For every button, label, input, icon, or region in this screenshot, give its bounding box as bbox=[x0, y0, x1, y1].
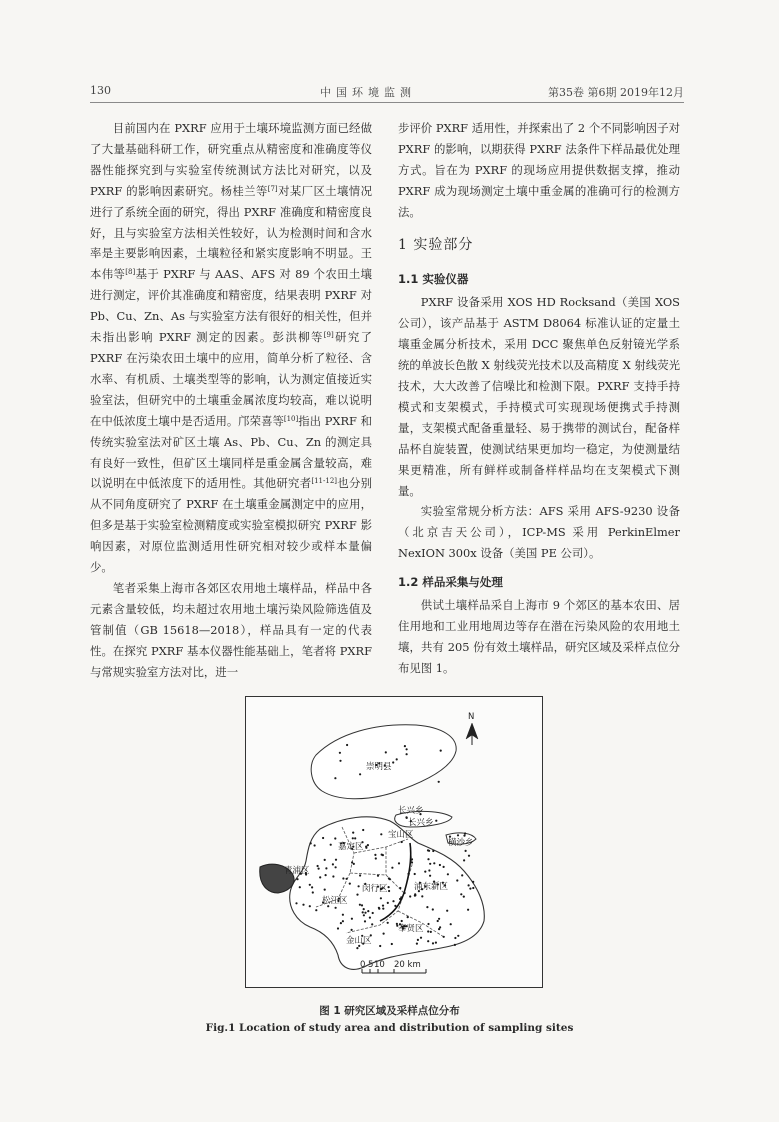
sampling-point bbox=[463, 896, 465, 898]
sampling-point bbox=[359, 904, 361, 906]
sampling-point bbox=[454, 944, 456, 946]
sampling-point bbox=[407, 873, 409, 875]
sampling-point bbox=[359, 874, 361, 876]
sampling-point bbox=[394, 905, 396, 907]
sampling-point bbox=[354, 837, 356, 839]
sampling-point bbox=[346, 744, 348, 746]
label-fengxian: 奉贤区 bbox=[398, 924, 424, 934]
sampling-point bbox=[392, 900, 394, 902]
sampling-point bbox=[383, 933, 385, 935]
scale-tick-label: 10 bbox=[374, 960, 385, 970]
sampling-point bbox=[334, 837, 336, 839]
scale-tick-label: 20 km bbox=[394, 960, 421, 970]
sampling-point bbox=[433, 862, 435, 864]
sampling-point bbox=[457, 935, 459, 937]
scale-tick-label: 0 bbox=[360, 960, 366, 970]
sampling-point bbox=[399, 898, 401, 900]
sampling-point bbox=[399, 887, 401, 889]
sampling-point bbox=[314, 844, 316, 846]
sampling-point bbox=[365, 847, 367, 849]
label-minhang: 闵行区 bbox=[362, 884, 388, 894]
sampling-point bbox=[401, 841, 403, 843]
sampling-point bbox=[310, 842, 312, 844]
paragraph-related-work: 目前国内在 PXRF 应用于土壤环境监测方面已经做了大量基础科研工作，研究重点从精密度和准确度等仪器性能探究到与实验室传统测试方法比对研究，以及 PXRF 的影响因素研究。杨桂兰等[7]对某厂区土壤情况进行了系统全面的研究，得出 PXRF 准确度和精密度良好，且与实验室方法相关性较好，认为检测时间和含水率是主要影响因素，土壤粒径和紧实度影响不明显。王本伟等[8]基于 PXRF 与 AAS、AFS 对 89 个农田土壤进行测定，评价其准确度和精密度，结果表明 PXRF 对 Pb、Cu、Zn、As 与实验室方法有很好的相关性，但并未指出影响 PXRF 测定的因素。彭洪柳等[9]研究了 PXRF 在污染农田土壤中的应用，简单分析了粒径、含水率、有机质、土壤类型等的影响，认为测定值接近实验室法，但研究中的土壤重金属浓度均较高，难以说明在中低浓度土壤中是否适用。邝荣喜等[10]指出 PXRF 和传统实验室法对矿区土壤 As、Pb、Cu、Zn 的测定具有良好一致性，但矿区土壤同样是重金属含量较高，难以说明在中低浓度下的适用性。其他研究者[11-12]也分别从不同角度研究了 PXRF 在土壤重金属测定中的应用，但多是基于实验室检测精度或实验室模拟研究 PXRF 影响因素，对原位监测适用性研究相对较少或样本量偏少。 bbox=[90, 121, 372, 575]
sampling-point bbox=[312, 891, 314, 893]
paragraph-study-aim: 笔者采集上海市各郊区农用地土壤样品，样品中各元素含量较低，均未超过农用地土壤污染风险筛选值及管制值（GB 15618—2018），样品具有一定的代表性。在探究 PXRF 基本仪器性能基础上，笔者将 PXRF 与常规实验室方法对比，进一 bbox=[90, 580, 372, 679]
sampling-point bbox=[358, 885, 360, 887]
sampling-point bbox=[426, 906, 428, 908]
sampling-point bbox=[420, 937, 422, 939]
sampling-point bbox=[427, 858, 429, 860]
sampling-point bbox=[406, 753, 408, 755]
sampling-point bbox=[382, 908, 384, 910]
sampling-point bbox=[438, 781, 440, 783]
sampling-point bbox=[318, 868, 320, 870]
sampling-point bbox=[296, 878, 298, 880]
sampling-point bbox=[407, 916, 409, 918]
sampling-point bbox=[380, 833, 382, 835]
sampling-point bbox=[435, 942, 437, 944]
sampling-point bbox=[391, 943, 393, 945]
sampling-point bbox=[351, 861, 353, 863]
paragraph-continuation: 步评价 PXRF 适用性，并探索出了 2 个不同影响因子对 PXRF 的影响，以期获得 PXRF 法条件下样品最优处理方式。旨在为 PXRF 的现场应用提供数据支撑，推动 PXRF 成为现场测定土壤中重金属的准确可行的检测方法。 bbox=[398, 121, 680, 219]
figure-caption-cn: 图 1 研究区域及采样点位分布 bbox=[319, 1005, 460, 1017]
sampling-point bbox=[467, 909, 469, 911]
sampling-point bbox=[430, 931, 432, 933]
sampling-point bbox=[409, 895, 411, 897]
sampling-point bbox=[332, 863, 334, 865]
sampling-point bbox=[362, 911, 364, 913]
sampling-point bbox=[353, 863, 355, 865]
sampling-point bbox=[324, 859, 326, 861]
sampling-point bbox=[387, 922, 389, 924]
sampling-point bbox=[325, 867, 327, 869]
sampling-point bbox=[404, 745, 406, 747]
sampling-point bbox=[335, 866, 337, 868]
sampling-point bbox=[385, 751, 387, 753]
sampling-point bbox=[342, 920, 344, 922]
sampling-point bbox=[324, 889, 326, 891]
sampling-point bbox=[378, 908, 380, 910]
label-changxing: 长兴乡 bbox=[408, 818, 434, 828]
sampling-point bbox=[371, 923, 373, 925]
citation[interactable]: [11-12] bbox=[311, 477, 338, 486]
sampling-point bbox=[363, 908, 365, 910]
sampling-point bbox=[337, 927, 339, 929]
label-hengsha: 横沙乡 bbox=[448, 838, 474, 848]
label-baoshan: 宝山区 bbox=[388, 830, 414, 840]
sampling-point bbox=[315, 909, 317, 911]
label-pudong: 浦东新区 bbox=[414, 882, 449, 892]
sampling-point bbox=[374, 854, 376, 856]
label-changxing: 长兴乡 bbox=[398, 806, 424, 816]
sampling-point bbox=[389, 878, 391, 880]
scale-tick-label: 5 bbox=[368, 960, 374, 970]
sampling-point bbox=[382, 905, 384, 907]
sampling-point bbox=[447, 873, 449, 875]
sampling-point bbox=[299, 886, 301, 888]
sampling-point bbox=[414, 873, 416, 875]
sampling-point bbox=[367, 844, 369, 846]
sampling-point bbox=[456, 879, 458, 881]
journal-name: 中国环境监测 bbox=[320, 86, 416, 99]
sampling-point bbox=[472, 881, 474, 883]
sampling-point bbox=[388, 890, 390, 892]
left-column bbox=[90, 118, 372, 682]
sampling-point bbox=[309, 884, 311, 886]
sampling-point bbox=[388, 886, 390, 888]
sampling-point bbox=[457, 834, 459, 836]
sampling-point bbox=[332, 875, 334, 877]
label-qingpu: 青浦区 bbox=[284, 866, 310, 876]
sampling-point bbox=[438, 918, 440, 920]
sampling-point bbox=[411, 858, 413, 860]
sampling-point bbox=[465, 850, 467, 852]
label-chongming: 崇明县 bbox=[366, 762, 392, 772]
sampling-point bbox=[432, 850, 434, 852]
issue-info: 第35卷 第6期 2019年12月 bbox=[548, 86, 684, 99]
sampling-point bbox=[356, 894, 358, 896]
sampling-point bbox=[309, 905, 311, 907]
sampling-point bbox=[421, 895, 423, 897]
sampling-point bbox=[334, 777, 336, 779]
sampling-point bbox=[325, 874, 327, 876]
label-jiading: 嘉定区 bbox=[338, 842, 364, 852]
sampling-point bbox=[311, 886, 313, 888]
section-heading: 1 实验部分 bbox=[398, 236, 474, 253]
sampling-point bbox=[351, 918, 353, 920]
sampling-point bbox=[446, 910, 448, 912]
citation[interactable]: [10] bbox=[283, 414, 299, 423]
sampling-point bbox=[356, 947, 358, 949]
sampling-point bbox=[302, 904, 304, 906]
sampling-point bbox=[427, 923, 429, 925]
sampling-point bbox=[391, 867, 393, 869]
paragraph-instrument: PXRF 设备采用 XOS HD Rocksand（美国 XOS 公司），该产品基于 ASTM D8064 标准认证的定量土壤重金属分析技术，采用 DCC 聚焦单色反射镜光学系统的单波长色散 X 射线荧光技术以及高精度 X 射线荧光技术，大大改善了信噪比和检测下限。PXRF 支持手持模式和支架模式，手持模式可实现现场便携式手持测量，支架模式配备重量轻、易于携带的测试台，配备样品杯自旋装置，使测试结果更加均一稳定，为使测量结果更精准，所有鲜样或制备样样品均在支架模式下测量。 bbox=[398, 295, 680, 498]
sampling-point bbox=[427, 940, 429, 942]
sampling-point bbox=[352, 837, 354, 839]
figure-caption-en: Fig.1 Location of study area and distribution of sampling sites bbox=[205, 1022, 574, 1034]
page-number: 130 bbox=[90, 84, 111, 97]
sampling-point bbox=[381, 854, 383, 856]
sampling-point bbox=[335, 859, 337, 861]
sampling-point bbox=[437, 920, 439, 922]
paragraph-lab-methods: 实验室常规分析方法：AFS 采用 AFS-9230 设备（北京吉天公司），ICP-MS 采用 PerkinElmer NexION 300x 设备（美国 PE 公司）。 bbox=[398, 504, 680, 561]
sampling-point bbox=[429, 875, 431, 877]
sampling-point bbox=[379, 945, 381, 947]
sampling-point bbox=[340, 922, 342, 924]
sampling-point bbox=[349, 883, 351, 885]
sampling-point bbox=[450, 923, 452, 925]
sampling-point bbox=[440, 750, 442, 752]
sampling-point bbox=[468, 855, 470, 857]
running-header bbox=[90, 80, 684, 103]
sampling-point bbox=[438, 928, 440, 930]
sampling-point bbox=[342, 914, 344, 916]
sampling-point bbox=[330, 844, 332, 846]
sampling-point bbox=[404, 892, 406, 894]
sampling-point bbox=[406, 748, 408, 750]
sampling-point bbox=[463, 835, 465, 837]
sampling-point bbox=[319, 876, 321, 878]
label-jinshan: 金山区 bbox=[346, 936, 372, 946]
subsection-heading: 1.2 样品采集与处理 bbox=[398, 575, 503, 590]
sampling-point bbox=[464, 832, 466, 834]
right-column bbox=[398, 118, 680, 679]
north-label: N bbox=[468, 712, 475, 722]
study-area-map bbox=[245, 696, 543, 988]
sampling-point bbox=[396, 758, 398, 760]
sampling-point bbox=[352, 832, 354, 834]
sampling-point bbox=[454, 937, 456, 939]
sampling-point bbox=[339, 752, 341, 754]
sampling-point bbox=[317, 865, 319, 867]
sampling-point bbox=[367, 910, 369, 912]
sampling-point bbox=[463, 859, 465, 861]
sampling-point bbox=[472, 887, 474, 889]
sampling-point bbox=[380, 897, 382, 899]
sampling-point bbox=[364, 912, 366, 914]
sampling-point bbox=[364, 920, 366, 922]
sampling-point bbox=[460, 893, 462, 895]
sampling-point bbox=[398, 862, 400, 864]
sampling-point bbox=[361, 904, 363, 906]
citation[interactable]: [8] bbox=[125, 268, 136, 277]
sampling-point bbox=[359, 773, 361, 775]
sampling-point bbox=[432, 908, 434, 910]
label-songjiang: 松江区 bbox=[322, 896, 348, 906]
sampling-point bbox=[362, 829, 364, 831]
sampling-point bbox=[427, 930, 429, 932]
sampling-point bbox=[335, 907, 337, 909]
sampling-point bbox=[369, 917, 371, 919]
sampling-point bbox=[435, 820, 437, 822]
sampling-point bbox=[428, 869, 430, 871]
sampling-point bbox=[387, 902, 389, 904]
sampling-point bbox=[351, 929, 353, 931]
sampling-point bbox=[392, 761, 394, 763]
sampling-point bbox=[339, 760, 341, 762]
sampling-point bbox=[424, 871, 426, 873]
sampling-point bbox=[346, 878, 348, 880]
sampling-point bbox=[363, 914, 365, 916]
sampling-point bbox=[372, 912, 374, 914]
sampling-point bbox=[469, 888, 471, 890]
sampling-point bbox=[428, 850, 430, 852]
sampling-point bbox=[443, 866, 445, 868]
sampling-point bbox=[342, 877, 344, 879]
north-arrow-icon bbox=[466, 723, 478, 745]
sampling-point bbox=[401, 920, 403, 922]
citation[interactable]: [7] bbox=[267, 184, 278, 193]
sampling-point bbox=[468, 884, 470, 886]
sampling-point bbox=[416, 943, 418, 945]
sampling-point bbox=[411, 861, 413, 863]
sampling-point bbox=[377, 875, 379, 877]
sampling-point bbox=[414, 893, 416, 895]
sampling-point bbox=[417, 939, 419, 941]
paragraph-sampling: 供试土壤样品采自上海市 9 个郊区的基本农田、居住用地和工业用地周边等存在潜在污染风险的农用地土壤，共有 205 份有效土壤样品，研究区域及采样点位分布见图 1。 bbox=[398, 598, 680, 675]
sampling-point bbox=[429, 863, 431, 865]
citation[interactable]: [9] bbox=[323, 331, 334, 340]
sampling-point bbox=[439, 864, 441, 866]
sampling-point bbox=[295, 902, 297, 904]
sampling-point bbox=[375, 857, 377, 859]
sampling-point bbox=[443, 936, 445, 938]
sampling-point bbox=[432, 942, 434, 944]
sampling-point bbox=[461, 874, 463, 876]
scale-bar bbox=[360, 960, 426, 973]
sampling-point bbox=[322, 837, 324, 839]
subsection-heading: 1.1 实验仪器 bbox=[398, 272, 469, 287]
